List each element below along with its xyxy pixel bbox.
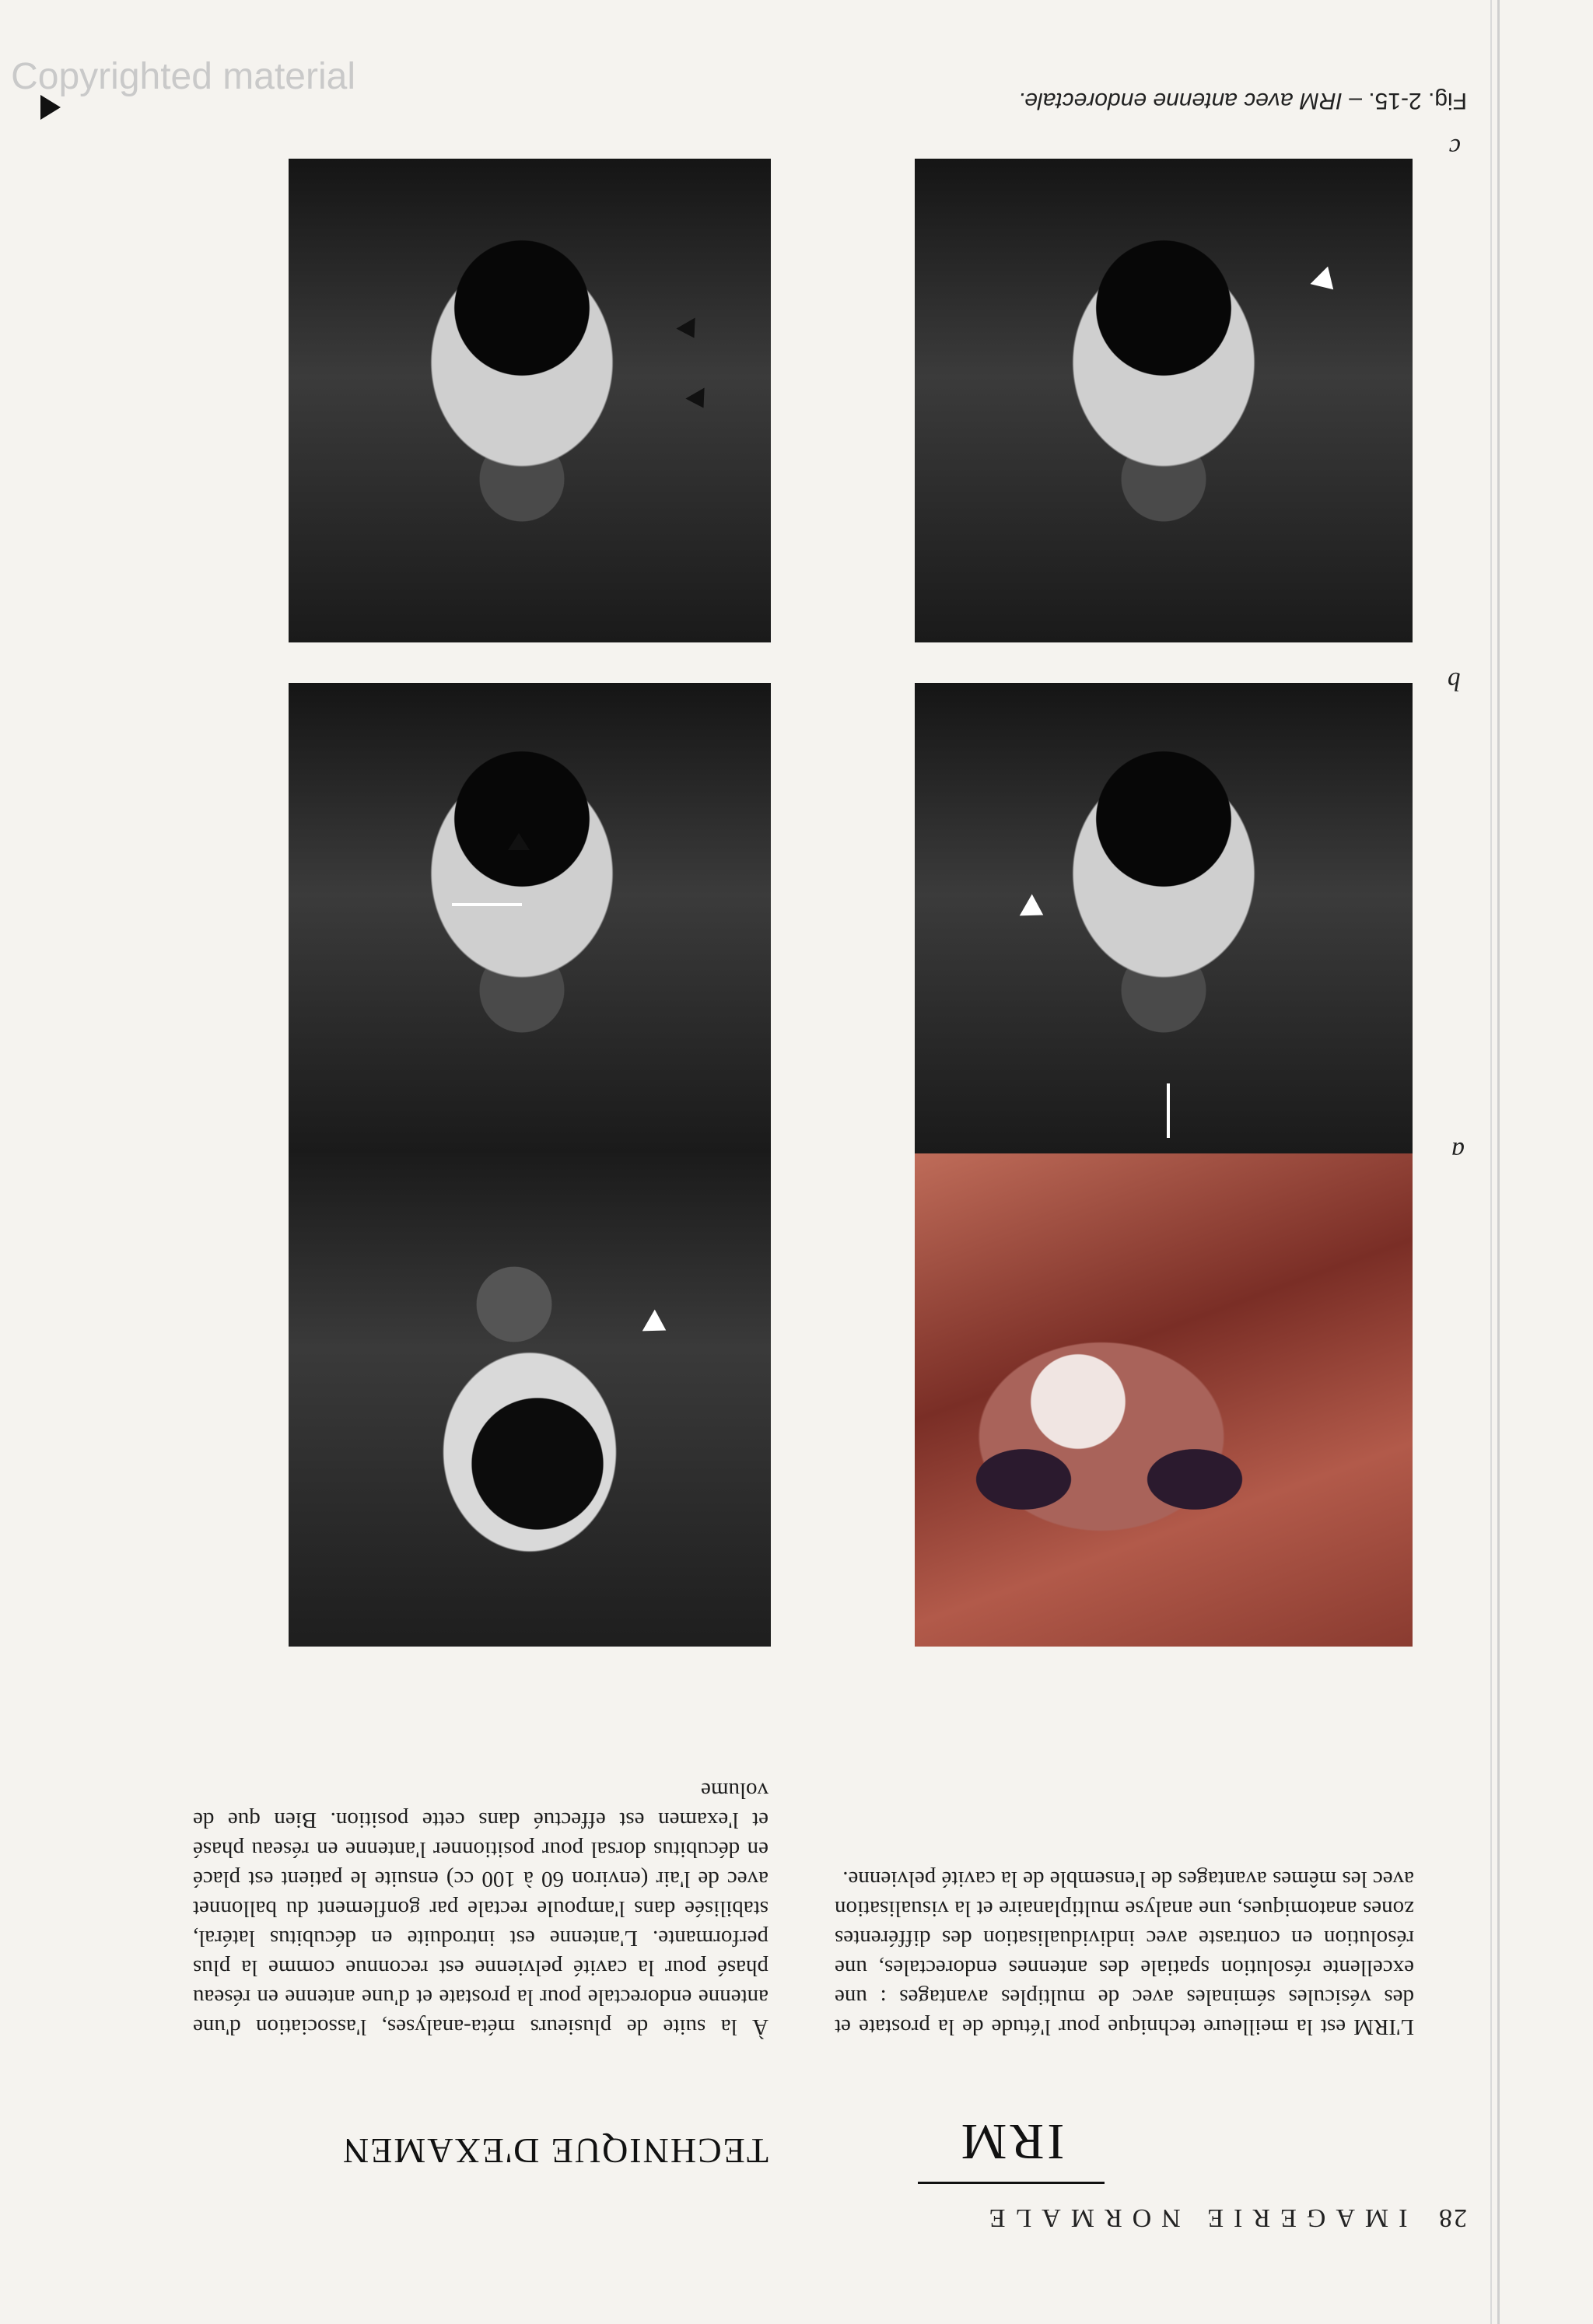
caption-title: IRM avec antenne endorectale. [1017, 88, 1343, 114]
running-title: IMAGERIE NORMALE [979, 2203, 1408, 2232]
arrowhead-marker [642, 1310, 673, 1342]
paragraph-irm: L'IRM est la meilleure technique pour l'étude de la prostate et des vésicules séminales avec de multiples avantages : une excellente résolution spatiale des antennes endorectales, une résolution en contraste avec individualisation des différentes zones anatomiques, une analyse multiplanaire et la visualisation avec les mêmes avantages de l'ensemble de la cavité pelvienne. [835, 1867, 1414, 2039]
copyright-watermark: Copyrighted material [11, 56, 355, 97]
page-header [979, 2203, 1467, 2232]
arrow-shaft [1167, 1083, 1170, 1138]
arrowhead-marker [676, 317, 703, 343]
figure-b-mri-right [289, 683, 771, 1153]
section-title-technique: TECHNIQUE D'EXAMEN [341, 2131, 768, 2171]
figure-a-mri-image [289, 1149, 771, 1647]
arrowhead-marker [508, 833, 530, 850]
figure-caption [1018, 87, 1467, 114]
panel-label-c: c [1448, 133, 1461, 162]
binding-line [1497, 0, 1500, 2324]
arrowhead-marker [1310, 266, 1342, 298]
panel-label-b: b [1448, 667, 1461, 695]
caption-number: Fig. 2-15. – [1349, 88, 1467, 114]
figure-b-mri-left [915, 683, 1413, 1153]
figure-c-mri-right [289, 159, 771, 642]
figure-a-anatomical-section [915, 1149, 1413, 1647]
arrow-shaft [452, 903, 522, 906]
arrowhead-marker [685, 387, 712, 413]
binding-line [1490, 0, 1492, 2324]
figure-c-mri-left [915, 159, 1413, 642]
arrowhead-marker [1020, 894, 1050, 926]
section-title-irm: IRM [918, 2112, 1105, 2184]
page-number: 28 [1437, 2203, 1467, 2232]
panel-label-a: a [1451, 1136, 1465, 1165]
page-marker-triangle-icon [40, 95, 61, 120]
paragraph-technique: À la suite de plusieurs méta-analyses, l'association d'une antenne endorectale pour la prostate et d'une antenne en réseau phasé pour la cavité pelvienne est reconnue comme la plus performante. L'antenne est introduite en décubitus latéral, stabilisée dans l'ampoule rectale par gonflement du ballonnet avec de l'air (environ 60 à 100 cc) ensuite le patient est placé en décubitus dorsal pour positionner l'antenne en réseau phasé et l'examen est effectué dans cette position. Bien que de volume [193, 1778, 768, 2039]
